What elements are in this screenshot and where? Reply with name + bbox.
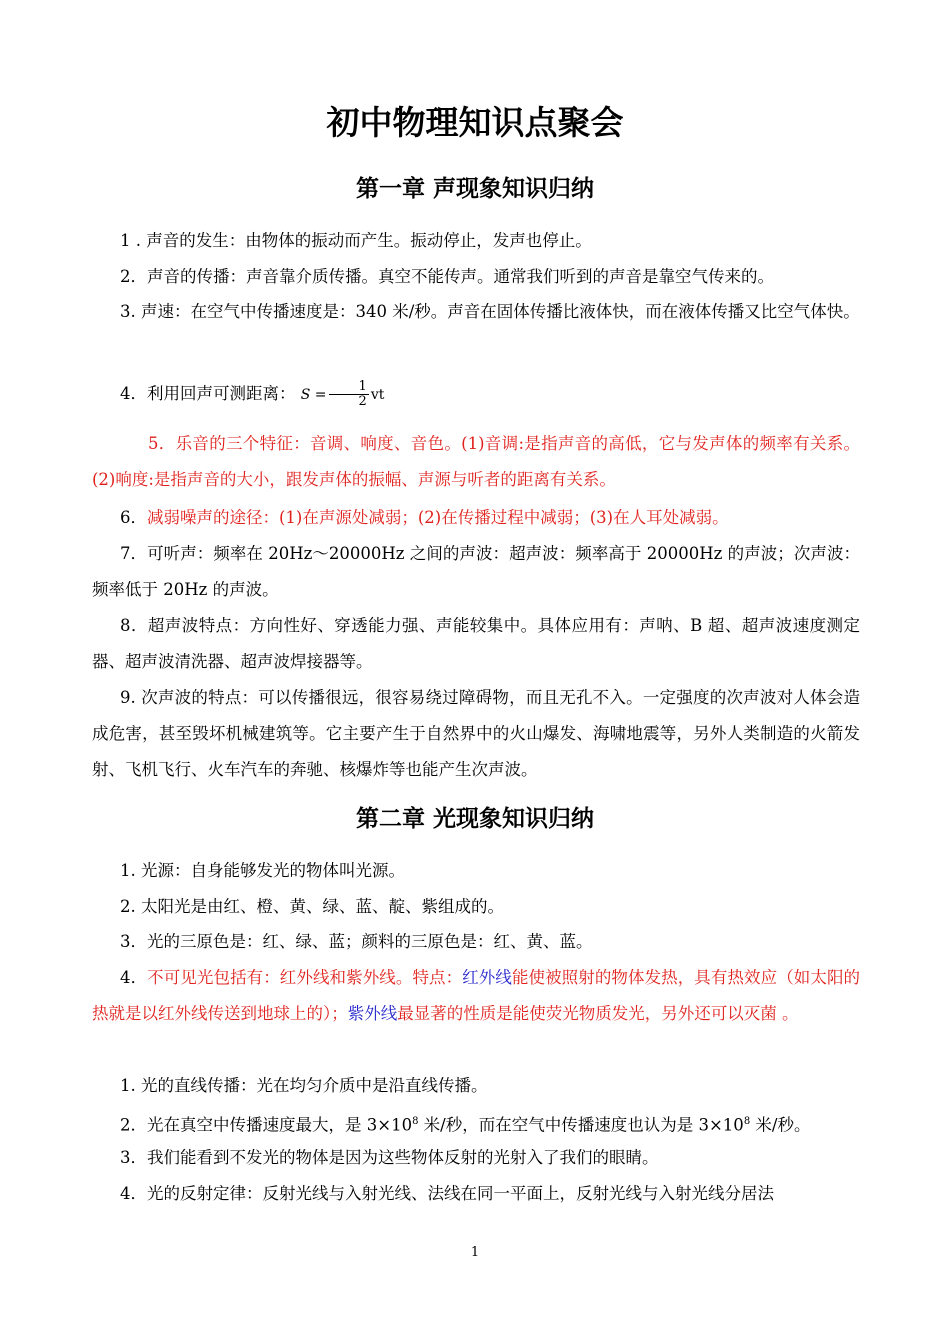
formula-fraction bbox=[329, 380, 369, 409]
fraction-denominator: 2 bbox=[358, 394, 367, 409]
ch1-item-9: 9. 次声波的特点：可以传播很远，很容易绕过障碍物，而且无孔不入。一定强度的次声波对人体会造成危害，甚至毁坏机械建筑等。它主要产生于自然界中的火山爆发、海啸地震等，另外人类制造的火箭发射、飞机飞行、火车汽车的奔驰、核爆炸等也能产生次声波。 bbox=[92, 688, 860, 779]
ch2-item-2: 2. 太阳光是由红、橙、黄、绿、蓝、靛、紫组成的。 bbox=[120, 897, 504, 916]
chapter-2-heading: 第二章 光现象知识归纳 bbox=[355, 806, 594, 832]
chapter-1-heading: 第一章 声现象知识归纳 bbox=[355, 176, 594, 202]
formula-rhs: vt bbox=[370, 387, 385, 403]
ch2-item-4 bbox=[92, 960, 860, 1032]
ch1-item-5: 5．乐音的三个特征：音调、响度、音色。(1)音调:是指声音的高低，它与发声体的频率有关系。(2)响度:是指声音的大小，跟发声体的振幅、声源与听者的距离有关系。 bbox=[92, 434, 860, 489]
ch2-item-8: 4．光的反射定律：反射光线与入射光线、法线在同一平面上，反射光线与入射光线分居法 bbox=[120, 1184, 774, 1203]
infrared-term: 红外线 bbox=[462, 968, 512, 987]
page-number: 1 bbox=[470, 1245, 480, 1260]
ch1-item-6-number: 6． bbox=[120, 508, 147, 527]
ch2-item-6 bbox=[92, 1104, 860, 1144]
ultraviolet-description: 最显著的性质是能使荧光物质发光，另外还可以灭菌 。 bbox=[397, 1004, 799, 1023]
ch1-item-2: 2．声音的传播：声音靠介质传播。真空不能传声。通常我们听到的声音是靠空气传来的。 bbox=[120, 267, 774, 286]
echo-distance-formula bbox=[300, 379, 385, 409]
ch1-item-3: 3. 声速：在空气中传播速度是：340 米/秒。声音在固体传播比液体快，而在液体传播又比空气体快。 bbox=[120, 302, 860, 321]
document-title: 初中物理知识点聚会 bbox=[326, 103, 624, 142]
ch2-item-5: 1. 光的直线传播：光在均匀介质中是沿直线传播。 bbox=[120, 1076, 488, 1095]
ch1-item-8: 8．超声波特点：方向性好、穿透能力强、声能较集中。具体应用有：声呐、B 超、超声波速度测定器、超声波清洗器、超声波焊接器等。 bbox=[92, 616, 860, 671]
light-speed-text-c: 米/秒。 bbox=[750, 1115, 811, 1135]
ultraviolet-term: 紫外线 bbox=[347, 1004, 398, 1023]
ch1-item-4-text: 4．利用回声可测距离： bbox=[120, 384, 296, 403]
ch1-item-4 bbox=[92, 376, 860, 413]
ch1-item-6-text: 减弱噪声的途径：(1)在声源处减弱；(2)在传播过程中减弱；(3)在人耳处减弱。 bbox=[147, 508, 729, 527]
exponent-2: 8 bbox=[743, 1116, 751, 1127]
ch2-item-7: 3．我们能看到不发光的物体是因为这些物体反射的光射入了我们的眼睛。 bbox=[120, 1148, 659, 1167]
ch2-item-3: 3．光的三原色是：红、绿、蓝；颜料的三原色是：红、黄、蓝。 bbox=[120, 932, 593, 951]
ch1-item-6 bbox=[92, 500, 860, 536]
invisible-light-intro: 不可见光包括有：红外线和紫外线。特点： bbox=[147, 968, 463, 987]
light-speed-text-a: 2．光在真空中传播速度最大，是 3×10 bbox=[120, 1115, 413, 1135]
ch1-item-7: 7．可听声：频率在 20Hz～20000Hz 之间的声波：超声波：频率高于 20000Hz 的声波；次声波：频率低于 20Hz 的声波。 bbox=[92, 544, 860, 599]
exponent-1: 8 bbox=[412, 1116, 419, 1127]
formula-lhs: S = bbox=[300, 387, 327, 403]
light-speed-text-b: 米/秒，而在空气中传播速度也认为是 3×10 bbox=[418, 1115, 744, 1135]
ch1-item-1: 1 . 声音的发生：由物体的振动而产生。振动停止，发声也停止。 bbox=[120, 231, 592, 250]
ch2-item-4-number: 4． bbox=[120, 968, 148, 987]
infrared-description: 能使被照射的物体发热，具有热效应（如太阳的热就是以红外线传送到地球上的）； bbox=[92, 968, 861, 1023]
ch2-item-1: 1. 光源：自身能够发光的物体叫光源。 bbox=[120, 861, 405, 880]
fraction-numerator: 1 bbox=[329, 380, 369, 395]
